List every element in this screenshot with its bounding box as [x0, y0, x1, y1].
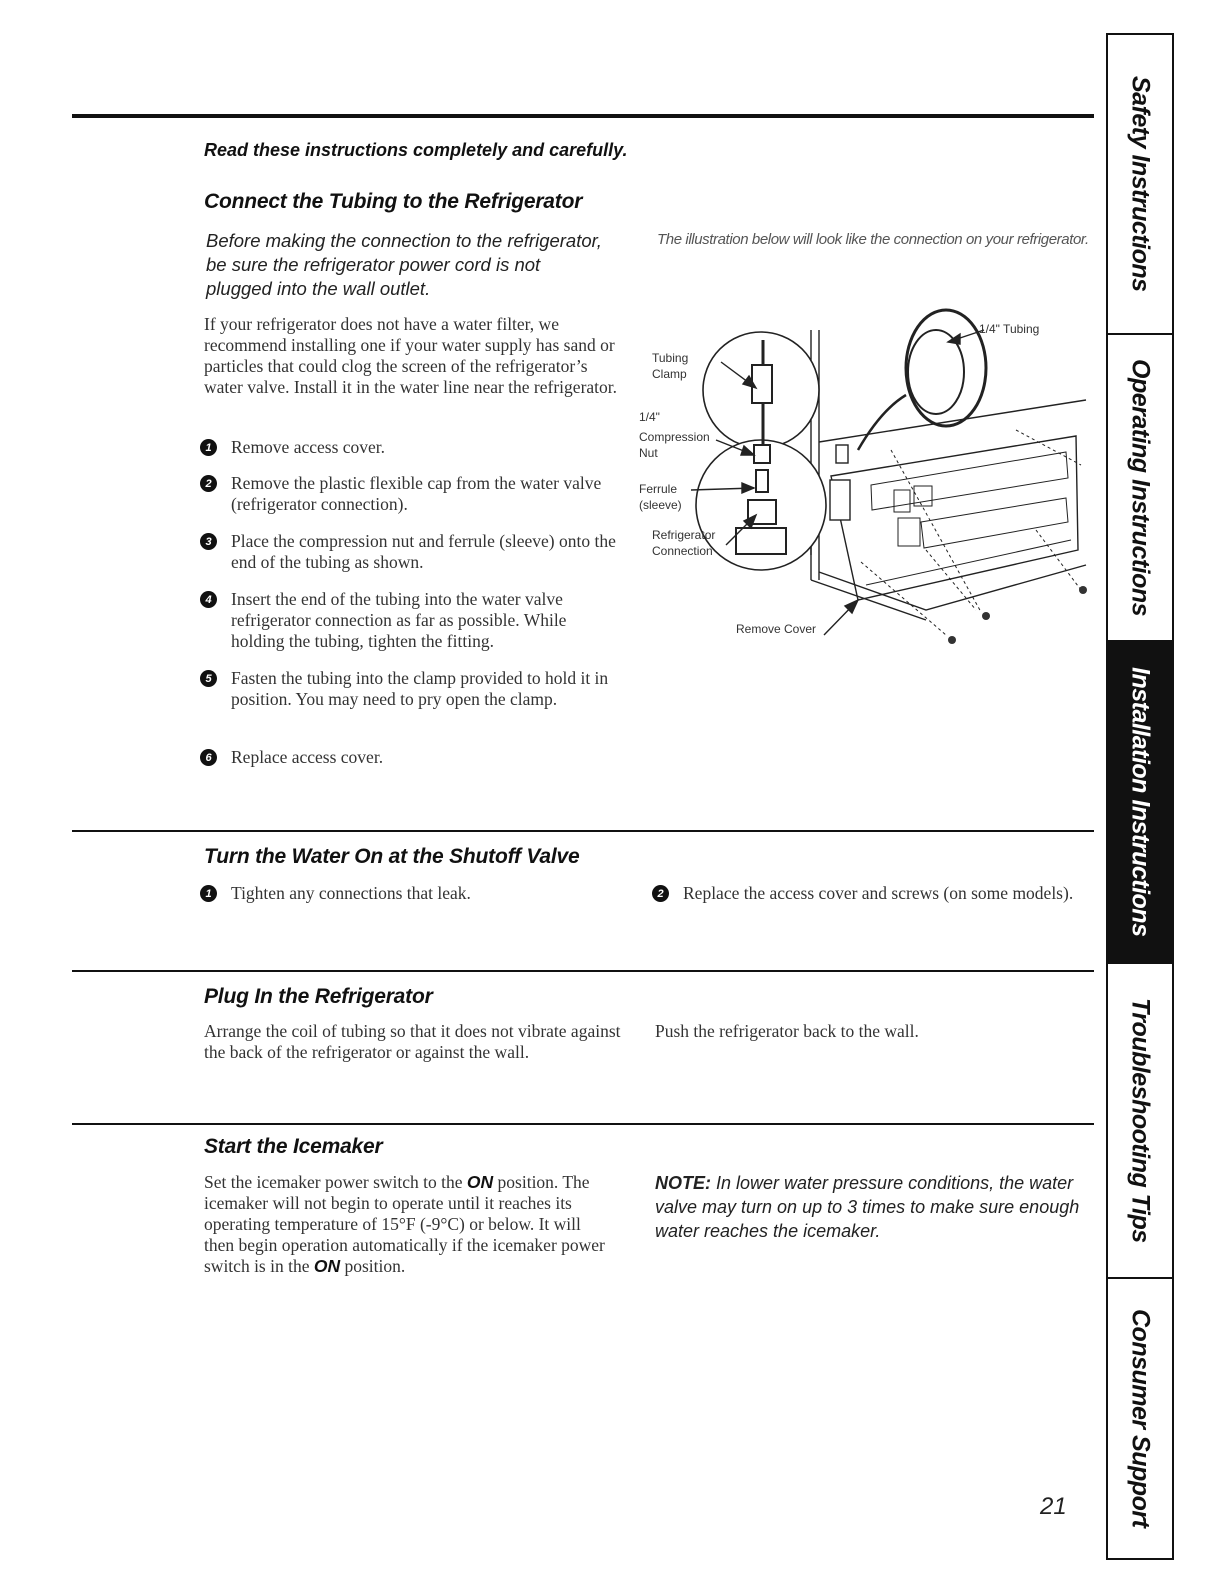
tab-label: Troubleshooting Tips — [1126, 998, 1155, 1243]
step-text: Replace the access cover and screws (on some models). — [683, 883, 1074, 903]
water-connection-illustration — [636, 300, 1096, 660]
tab-installation-instructions[interactable] — [1108, 642, 1172, 964]
step-number-icon: 5 — [200, 670, 217, 687]
tab-troubleshooting-tips[interactable] — [1108, 964, 1172, 1279]
low-pressure-note — [655, 1171, 1085, 1243]
step-text: Remove the plastic flexible cap from the water valve (refrigerator connection). — [231, 473, 602, 514]
label-nut-2: Compression — [639, 430, 710, 444]
icemaker-instructions — [204, 1172, 614, 1277]
on-keyword: ON — [466, 1172, 494, 1192]
label-connection-1: Refrigerator — [652, 528, 716, 542]
step-number-icon: 1 — [200, 885, 217, 902]
step-5-fasten-clamp — [200, 668, 621, 710]
icemaker-text-1: Set the icemaker power switch to the — [204, 1172, 467, 1192]
label-clamp-2: Clamp — [652, 367, 687, 381]
filter-intro: If your refrigerator does not have a water filter, we recommend installing one if your water supply has sand or particles that could clog the screen of the refrigerator’s water valve. Install it in the water line near the refrigerator. — [204, 314, 618, 397]
step-6-replace-cover — [200, 747, 621, 768]
step-1-remove-cover — [200, 437, 621, 458]
push-back-text: Push the refrigerator back to the wall. — [655, 1021, 919, 1041]
step-number-icon: 4 — [200, 591, 217, 608]
step-3-place-nut — [200, 531, 621, 573]
heading-connect-tubing: Connect the Tubing to the Refrigerator — [204, 190, 583, 213]
illustration-caption: The illustration below will look like the connection on your refrigerator. — [657, 231, 1089, 248]
step-number-icon: 3 — [200, 533, 217, 550]
step-text: Place the compression nut and ferrule (sleeve) onto the end of the tubing as shown. — [231, 531, 616, 572]
label-ferrule-2: (sleeve) — [639, 498, 682, 512]
step-number-icon: 6 — [200, 749, 217, 766]
step-replace-access-cover — [652, 883, 1093, 904]
icemaker-text-3: position. — [340, 1256, 406, 1276]
tab-label: Operating Instructions — [1126, 358, 1155, 617]
heading-start-icemaker: Start the Icemaker — [204, 1135, 383, 1158]
step-number-icon: 2 — [652, 885, 669, 902]
lead-instruction: Read these instructions completely and carefully. — [204, 140, 628, 160]
label-connection-2: Connection — [652, 544, 713, 558]
power-warning: Before making the connection to the refrigerator, be sure the refrigerator power cord is not plugged into the wall outlet. — [206, 230, 602, 299]
section-divider-2 — [72, 970, 1094, 972]
tab-consumer-support[interactable] — [1108, 1279, 1172, 1558]
label-tubing: 1/4" Tubing — [979, 322, 1040, 336]
step-text: Replace access cover. — [231, 747, 384, 767]
step-4-insert-tubing — [200, 589, 621, 652]
heading-turn-water-on: Turn the Water On at the Shutoff Valve — [204, 845, 580, 868]
step-text: Fasten the tubing into the clamp provided to hold it in position. You may need to pry open the clamp. — [231, 668, 609, 709]
top-rule — [72, 114, 1094, 118]
label-remove-cover: Remove Cover — [736, 622, 817, 636]
page-number: 21 — [1040, 1493, 1067, 1520]
heading-plug-in: Plug In the Refrigerator — [204, 985, 433, 1008]
tab-safety-instructions[interactable] — [1108, 35, 1172, 335]
step-text: Remove access cover. — [231, 437, 386, 457]
section-divider-1 — [72, 830, 1094, 832]
refrigerator-back-icon — [811, 330, 1086, 635]
label-nut-3: Nut — [639, 446, 658, 460]
icemaker-text-2: position. The icemaker will not begin to operate until it reaches its operating temperature of 15°F (-9°C) or below. It will then begin operation automatically if the icemaker power switch is in the — [204, 1172, 605, 1276]
section-sidebar — [1106, 33, 1174, 1560]
tab-label: Consumer Support — [1126, 1309, 1155, 1528]
section-divider-3 — [72, 1123, 1094, 1125]
plug-in-text: Arrange the coil of tubing so that it does not vibrate against the back of the refrigerator or against the wall. — [204, 1021, 621, 1062]
tab-operating-instructions[interactable] — [1108, 335, 1172, 642]
tubing-coil-icon — [858, 310, 986, 450]
note-label: NOTE: — [655, 1173, 711, 1193]
step-tighten-connections — [200, 883, 621, 904]
step-number-icon: 1 — [200, 439, 217, 456]
note-text: In lower water pressure conditions, the water valve may turn on up to 3 times to make sure enough water reaches the icemaker. — [655, 1173, 1080, 1241]
screw-icon — [948, 586, 1087, 644]
label-ferrule-1: Ferrule — [639, 482, 678, 496]
on-keyword: ON — [313, 1256, 341, 1276]
step-2-remove-cap — [200, 473, 621, 515]
step-text: Tighten any connections that leak. — [231, 883, 471, 903]
label-nut-1: 1/4" — [639, 410, 660, 424]
label-clamp-1: Tubing — [652, 351, 689, 365]
step-number-icon: 2 — [200, 475, 217, 492]
tab-label: Safety Instructions — [1126, 76, 1155, 292]
step-text: Insert the end of the tubing into the water valve refrigerator connection as far as possible. While holding the tubing, tighten the fitting. — [231, 589, 567, 651]
tab-label: Installation Instructions — [1126, 667, 1155, 937]
